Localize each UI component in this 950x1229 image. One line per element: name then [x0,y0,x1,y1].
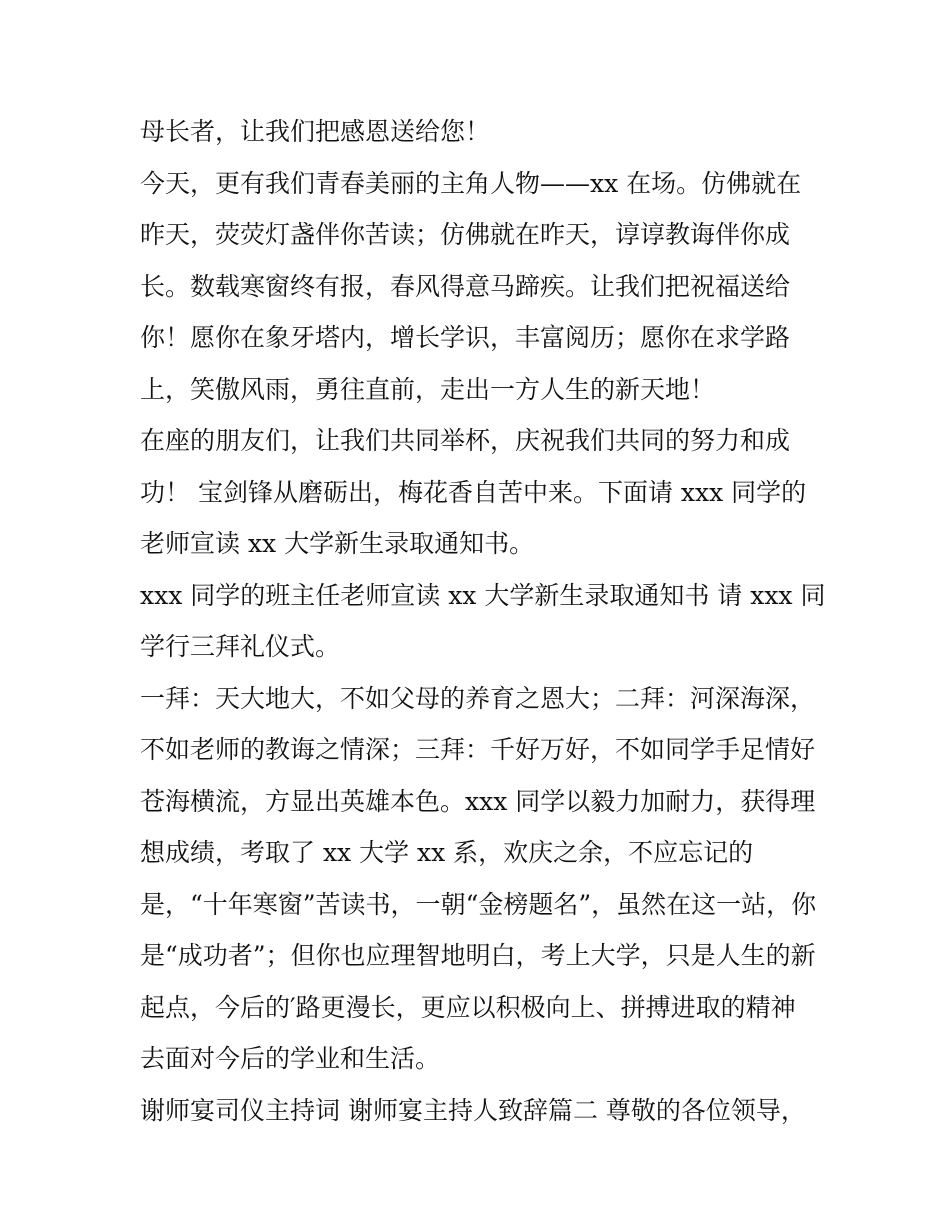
text-line: 今天，更有我们青春美丽的主角人物——xx 在场。仿佛就在 [140,168,802,198]
text-line: 苍海横流，方显出英雄本色。xxx 同学以毅力加耐力，获得理 [140,786,816,816]
text-line: 不如老师的教诲之情深；三拜：千好万好，不如同学手足情好 [140,735,816,764]
text-line: 学行三拜礼仪式。 [140,632,341,661]
text-line: 长。数载寒窗终有报，春风得意马蹄疾。让我们把祝福送给 [140,271,791,301]
text-line: 是，“十年寒窗”苦读书，一朝“金榜题名”，虽然在这一站，你 [140,889,817,919]
text-line: 母长者，让我们把感恩送给您！ [140,117,491,146]
text-line: 你！愿你在象牙塔内，增长学识，丰富阅历；愿你在求学路 [140,323,791,352]
text-line: 一拜：天大地大，不如父母的养育之恩大；二拜：河深海深， [140,683,816,713]
text-line: 想成绩，考取了 xx 大学 xx 系，欢庆之余，不应忘记的 [140,838,754,867]
text-line: 功！ 宝剑锋从磨砺出，梅花香自苦中来。下面请 xxx 同学的 [140,477,807,507]
text-line: xxx 同学的班主任老师宣读 xx 大学新生录取通知书 请 xxx 同 [140,580,826,610]
body-text [140,106,830,1136]
text-line: 谢师宴司仪主持词 谢师宴主持人致辞篇二 尊敬的各位领导， [140,1095,806,1125]
text-line: 去面对今后的学业和生活。 [140,1044,441,1073]
text-line: 在座的朋友们，让我们共同举杯，庆祝我们共同的努力和成 [140,426,791,455]
text-line: 上，笑傲风雨，勇往直前，走出一方人生的新天地！ [140,374,716,404]
text-line: 昨天，荧荧灯盏伴你苦读；仿佛就在昨天，谆谆教诲伴你成 [140,220,791,249]
text-line: 是“成功者”；但你也应理智地明白，考上大学，只是人生的新 [140,941,816,970]
text-line: 老师宣读 xx 大学新生录取通知书。 [140,529,535,558]
text-line: 起点，今后的′路更漫长，更应以积极向上、拼搏进取的精神 [140,992,796,1022]
